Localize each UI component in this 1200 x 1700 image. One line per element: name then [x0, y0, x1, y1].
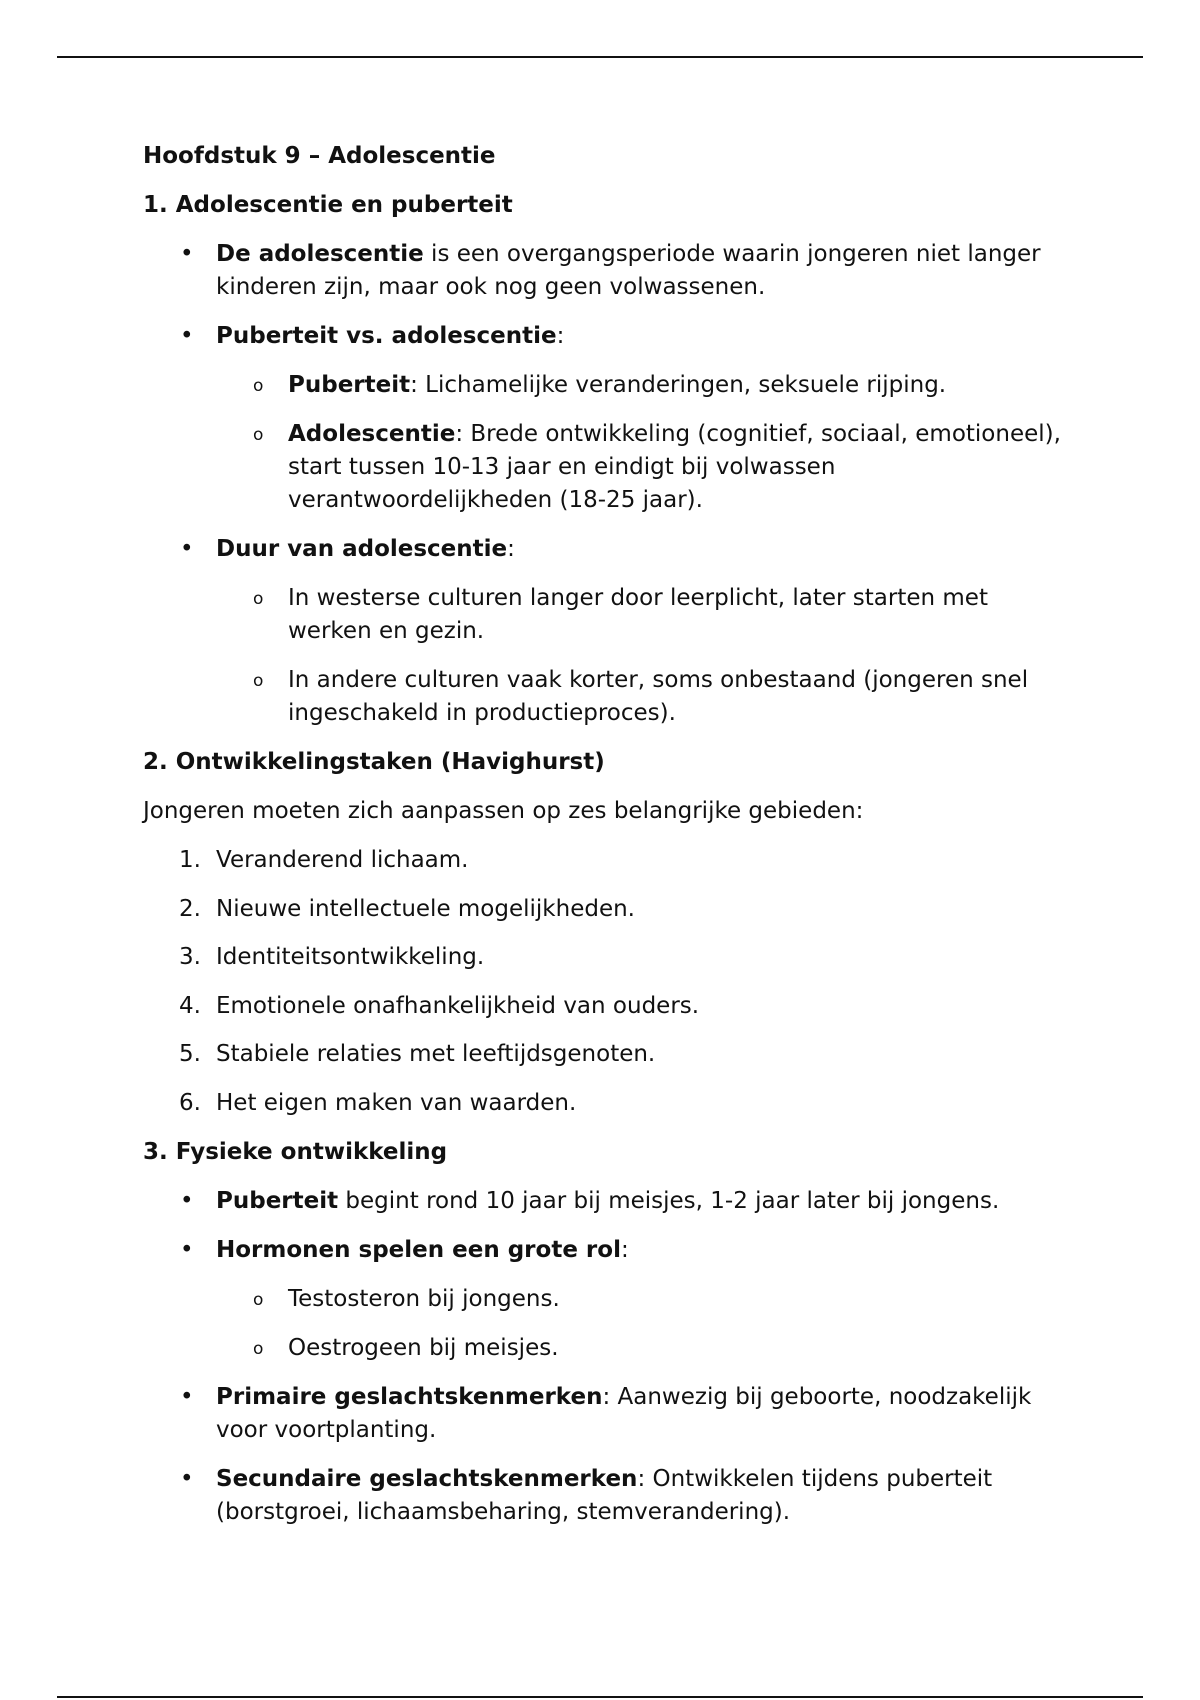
numbered-item: [143, 844, 1063, 877]
bullet-text: :: [556, 323, 565, 349]
numbered-item: [143, 1087, 1063, 1120]
bullet-marker: •: [180, 323, 194, 349]
item-number: 5.: [179, 1041, 201, 1068]
bullet-item: [143, 1463, 1063, 1529]
sub-bullet-marker: o: [253, 376, 264, 396]
section-heading-3: 3. Fysieke ontwikkeling: [143, 1138, 448, 1165]
bullet-marker: •: [180, 536, 194, 562]
numbered-item: [143, 1038, 1063, 1071]
bullet-term: De adolescentie: [216, 241, 424, 267]
sub-bullet-item: [143, 418, 1063, 517]
sub-bullet-marker: o: [253, 1338, 264, 1359]
sub-bullet-text: Testosteron bij jongens.: [288, 1285, 560, 1312]
sub-bullet-marker: o: [253, 1289, 264, 1310]
sub-bullet-text: Oestrogeen bij meisjes.: [288, 1334, 559, 1361]
bullet-item: [143, 1234, 1063, 1267]
bullet-marker: •: [180, 1236, 194, 1263]
bullet-text: : Aanwezig bij geboorte, noodzakelijk voor voortplanting.: [216, 1383, 1032, 1443]
item-text: Stabiele relaties met leeftijdsgenoten.: [216, 1041, 656, 1068]
bullet-marker: •: [180, 241, 194, 267]
sub-bullet-marker: o: [253, 589, 264, 609]
bullet-text: :: [507, 536, 515, 562]
item-number: 6.: [179, 1089, 201, 1116]
numbered-item: [143, 893, 1063, 926]
sub-bullet-item: [143, 1283, 1063, 1316]
item-text: Identiteitsontwikkeling.: [216, 944, 485, 971]
sub-bullet-marker: o: [253, 671, 264, 691]
sub-bullet-item: [143, 1332, 1063, 1365]
section-intro: Jongeren moeten zich aanpassen op zes belangrijke gebieden:: [143, 798, 864, 824]
bullet-term: Duur van adolescentie: [216, 536, 508, 562]
bullet-item: [143, 238, 1063, 304]
bullet-term: Secundaire geslachtskenmerken: [216, 1465, 638, 1492]
bullet-text: : Ontwikkelen tijdens puberteit (borstgroei, lichaamsbeharing, stemverandering).: [216, 1465, 993, 1525]
item-text: Het eigen maken van waarden.: [216, 1089, 577, 1116]
numbered-item: [143, 990, 1063, 1023]
bullet-item: [143, 1185, 1063, 1218]
section-heading-2: 2. Ontwikkelingstaken (Havighurst): [143, 749, 605, 775]
item-text: Nieuwe intellectuele mogelijkheden.: [216, 895, 635, 922]
item-number: 1.: [179, 847, 201, 873]
header-rule: [57, 56, 1143, 58]
sub-bullet-item: [143, 664, 1063, 730]
sub-bullet-text: : Brede ontwikkeling (cognitief, sociaal, emotioneel), start tussen 10-13 jaar en eindigt bij volwassen verantwoordelijkheden (18-25 jaar).: [288, 421, 1061, 513]
numbered-item: [143, 941, 1063, 974]
document-body: [143, 140, 1063, 1545]
document-title: Hoofdstuk 9 – Adolescentie: [143, 143, 496, 169]
item-number: 2.: [179, 895, 201, 922]
sub-bullet-text: In westerse culturen langer door leerplicht, later starten met werken en gezin.: [288, 585, 988, 644]
bullet-term: Primaire geslachtskenmerken: [216, 1383, 603, 1410]
bullet-term: Puberteit: [216, 1187, 339, 1214]
sub-bullet-term: Adolescentie: [288, 421, 456, 447]
bullet-term: Hormonen spelen een grote rol: [216, 1236, 621, 1263]
bullet-marker: •: [180, 1383, 194, 1410]
item-number: 3.: [179, 944, 201, 971]
footer-rule: [57, 1696, 1143, 1698]
bullet-marker: •: [180, 1187, 194, 1214]
sub-bullet-item: [143, 582, 1063, 648]
bullet-text: :: [620, 1236, 629, 1263]
item-number: 4.: [179, 992, 201, 1019]
bullet-term: Puberteit vs. adolescentie: [216, 323, 557, 349]
bullet-item: [143, 320, 1063, 353]
bullet-item: [143, 1381, 1063, 1447]
section-heading-1: 1. Adolescentie en puberteit: [143, 192, 513, 218]
sub-bullet-text: : Lichamelijke veranderingen, seksuele rijping.: [410, 372, 947, 398]
sub-bullet-term: Puberteit: [288, 372, 411, 398]
bullet-text: is een overgangsperiode waarin jongeren niet langer kinderen zijn, maar ook nog geen volwassenen.: [216, 241, 1041, 300]
item-text: Veranderend lichaam.: [216, 847, 469, 873]
bullet-text: begint rond 10 jaar bij meisjes, 1-2 jaar later bij jongens.: [338, 1187, 1000, 1214]
bullet-item: [143, 533, 1063, 566]
item-text: Emotionele onafhankelijkheid van ouders.: [216, 992, 700, 1019]
sub-bullet-marker: o: [253, 425, 264, 445]
sub-bullet-item: [143, 369, 1063, 402]
bullet-marker: •: [180, 1465, 194, 1492]
sub-bullet-text: In andere culturen vaak korter, soms onbestaand (jongeren snel ingeschakeld in productieproces).: [288, 667, 1029, 726]
